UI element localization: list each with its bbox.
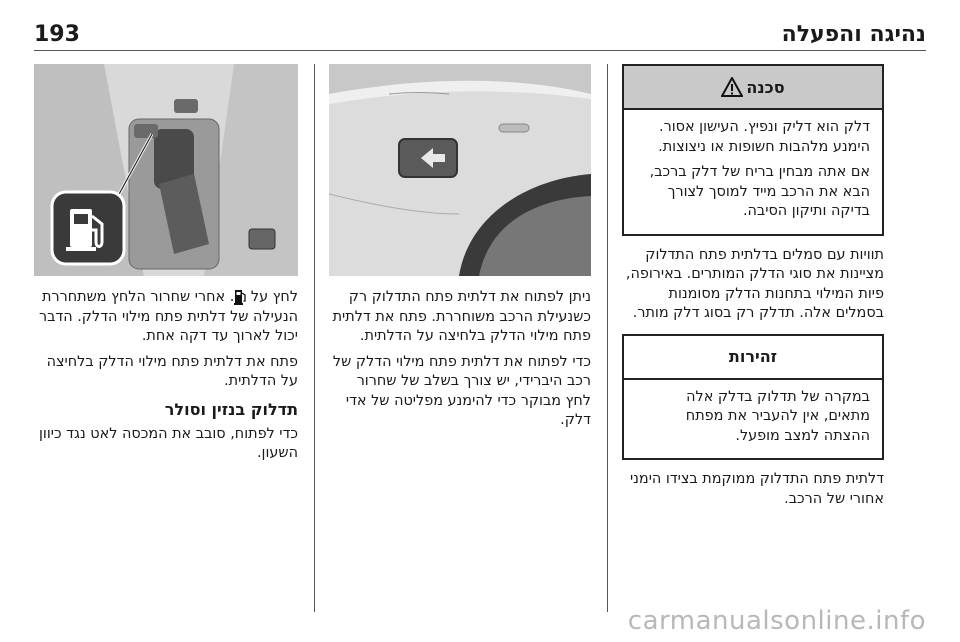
press-button-text: לחץ על — [250, 289, 298, 305]
warning-triangle-icon — [721, 77, 743, 97]
page-number: 193 — [34, 22, 80, 47]
warning-paragraph: אם אתה מבחין בריח של דלק ברכב, הבא את הרכב מייד למוסך לצורך בדיקה ותיקון הסיבה. — [649, 164, 870, 219]
watermark: carmanualsonline.info — [627, 606, 926, 636]
warning-box-body — [624, 110, 882, 234]
fuel-pump-icon — [234, 289, 246, 305]
console-illustration — [34, 64, 298, 276]
fuel-button-console-photo — [34, 64, 298, 276]
header-rule — [34, 50, 926, 51]
caution-box — [622, 334, 884, 461]
flap-location-paragraph: דלתית פתח התדלוק ממוקמת בצידו הימני אחורי של הרכב. — [629, 471, 884, 507]
page-title: נהיגה והפעלה — [781, 22, 926, 47]
middle-paragraph: כדי לפתוח את דלתית פתח מילוי הדלק של רכב היברידי, יש צורך בשלב של שחרור לחץ מבוקר כדי להימנע מפליטה של אדי דלק. — [332, 353, 591, 428]
warning-box-title: סכנה — [746, 77, 785, 97]
caution-box-header — [624, 336, 882, 380]
warning-box — [622, 64, 884, 236]
page-header — [34, 22, 926, 52]
left-column — [34, 64, 298, 470]
press-button-paragraph — [34, 288, 298, 347]
middle-column — [329, 64, 591, 437]
fuel-filler-flap-photo — [329, 64, 591, 276]
press-button-rest: . אחרי שחרור הלחץ משתחררת הנעילה של דלתית פתח מילוי הדלק. הדבר יכול לארוך עד דקה אחת. — [38, 289, 298, 344]
warning-paragraph: דלק הוא דליק ונפיץ. העישון אסור. הימנע מלהבות חשופות או ניצוצות. — [658, 119, 870, 155]
caution-box-title: זהירות — [728, 347, 778, 366]
column-divider-left — [314, 64, 315, 612]
fuel-labels-paragraph: תוויות עם סמלים בדלתית פתח התדלוק מציינות את סוגי הדלק המותרים. באירופה, פיות המילוי בתחנות הדלק מסומנות בסמלים אלה. תדלק רק בסוג דלק מותר. — [625, 246, 884, 321]
open-cap-paragraph: כדי לפתוח, סובב את המכסה לאט נגד כיוון השעון. — [39, 425, 298, 461]
section-heading: תדלוק בנזין וסולר — [164, 399, 298, 419]
right-column — [622, 64, 884, 515]
caution-paragraph: במקרה של תדלוק בדלק אלה מתאים, אין להעביר את מפתח ההצתה למצב מופעל. — [685, 388, 870, 444]
car-side-illustration — [329, 64, 591, 276]
middle-paragraph: ניתן לפתוח את דלתית פתח התדלוק רק כשנעילת הרכב משוחררת. פתח את דלתית פתח מילוי הדלק בלחיצה על הדלתית. — [332, 289, 591, 344]
warning-box-header — [624, 66, 882, 110]
open-flap-paragraph: פתח את דלתית פתח מילוי הדלק בלחיצה על הדלתית. — [46, 353, 298, 389]
column-divider-right — [607, 64, 608, 612]
caution-box-body — [624, 380, 882, 459]
